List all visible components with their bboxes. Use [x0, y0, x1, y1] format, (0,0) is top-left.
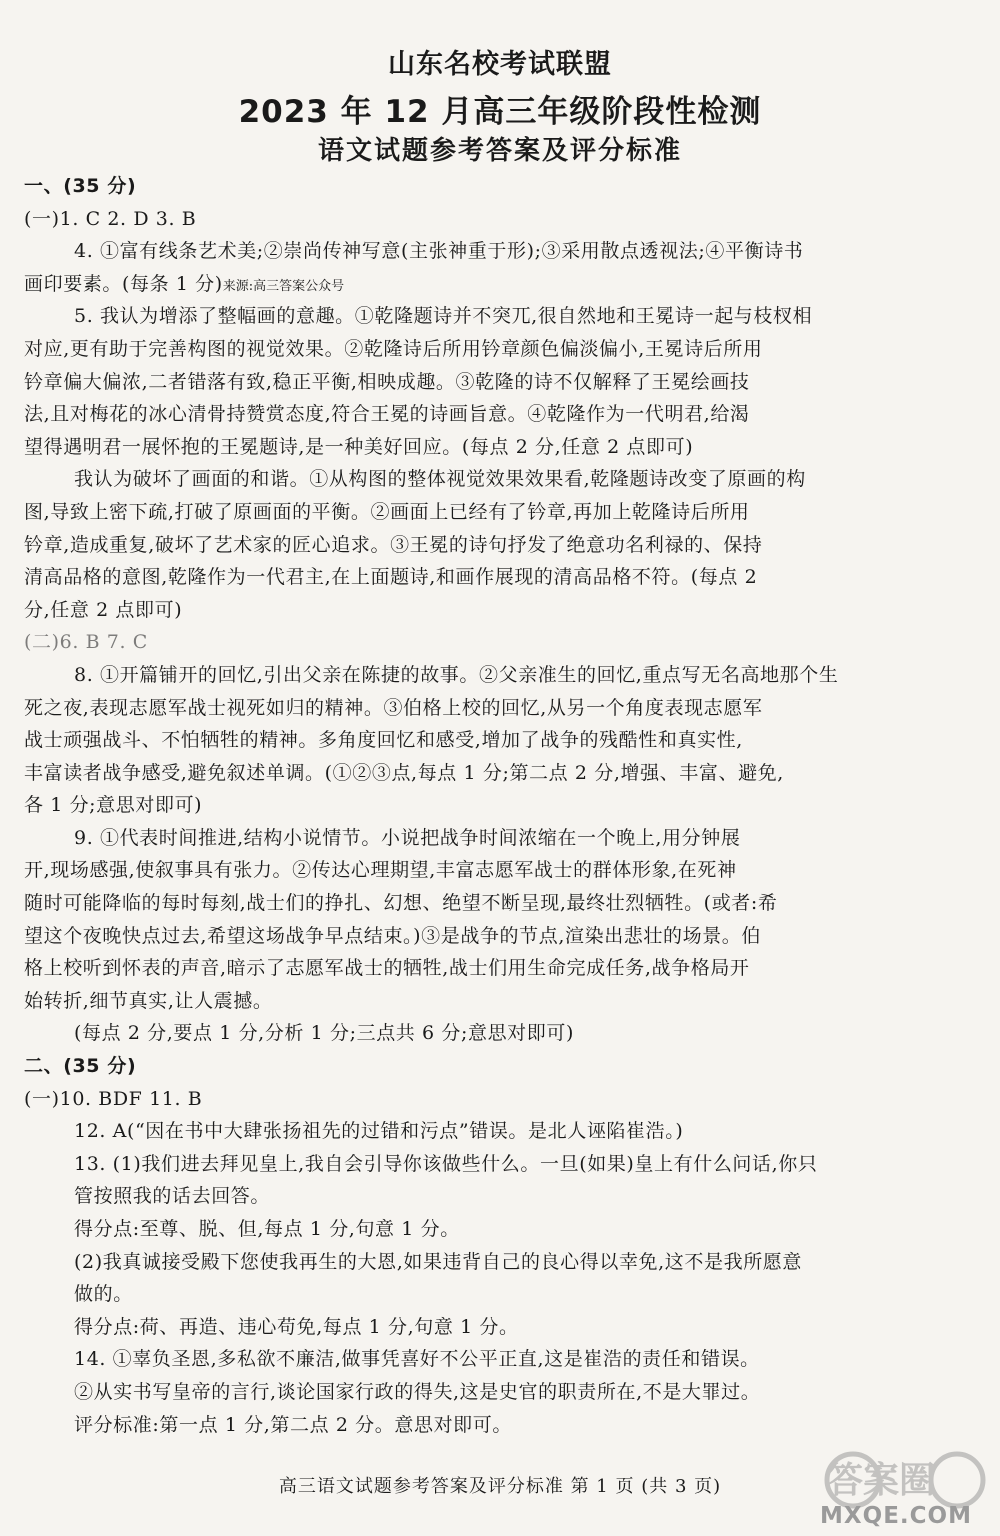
answer-line: 望得遇明君一展怀抱的王冕题诗,是一种美好回应。(每点 2 分,任意 2 点即可)	[24, 435, 694, 458]
answer-line-q6-7: (二)6. B 7. C	[24, 631, 148, 654]
answer-line-q8: 8. ①开篇铺开的回忆,引出父亲在陈捷的故事。②父亲准生的回忆,重点写无名高地那个生	[74, 663, 839, 686]
answer-line-q14: 14. ①辜负圣恩,多私欲不廉洁,做事凭喜好不公平正直,这是崔浩的责任和错误。	[74, 1348, 760, 1371]
answer-line-q5: 5. 我认为增添了整幅画的意趣。①乾隆题诗并不突兀,很自然地和王冕诗一起与枝杈相	[74, 305, 813, 328]
document-title: 语文试题参考答案及评分标准	[317, 136, 682, 166]
answer-line: 钤章,造成重复,破坏了艺术家的匠心追求。③王冕的诗句抒发了绝意功名利禄的、保持	[24, 533, 763, 556]
answer-line: 死之夜,表现志愿军战士视死如归的精神。③伯格上校的回忆,从另一个角度表现志愿军	[24, 696, 763, 719]
answer-line-q1-3: (一)1. C 2. D 3. B	[24, 207, 197, 230]
answer-line-q5-alt: 我认为破坏了画面的和谐。①从构图的整体视觉效果效果看,乾隆题诗改变了原画的构	[74, 468, 806, 491]
answer-line-q4-cont	[24, 268, 979, 301]
answer-line: 望这个夜晚快点过去,希望这场战争早点结束。)③是战争的节点,渲染出悲壮的场景。伯	[24, 924, 761, 947]
section-one-heading: 一、(35 分)	[24, 175, 137, 197]
answer-line: 始转折,细节真实,让人震撼。	[24, 989, 273, 1012]
answer-line-q4: 4. ①富有线条艺术美;②崇尚传神写意(主张神重于形);③采用散点透视法;④平衡诗书	[74, 240, 804, 263]
answer-line-scoring: 得分点:荷、再造、违心苟免,每点 1 分,句意 1 分。	[74, 1315, 519, 1338]
answer-line: 钤章偏大偏浓,二者错落有致,稳正平衡,相映成趣。③乾隆的诗不仅解释了王冕绘画技	[24, 370, 750, 393]
answer-line-q13-1: 13. (1)我们进去拜见皇上,我自会引导你该做些什么。一旦(如果)皇上有什么问话,你只	[74, 1152, 818, 1175]
answer-line: 对应,更有助于完善构图的视觉效果。②乾隆诗后所用钤章颜色偏淡偏小,王冕诗后所用	[24, 337, 763, 360]
answer-line-q10-11: (一)10. BDF 11. B	[24, 1087, 203, 1110]
watermark-top-text: 答案圈	[827, 1460, 936, 1501]
exam-date-title: 2023 年 12 月高三年级阶段性检测	[238, 94, 762, 130]
exam-alliance-title: 山东名校考试联盟	[388, 49, 612, 80]
answer-line-q9: 9. ①代表时间推进,结构小说情节。小说把战争时间浓缩在一个晚上,用分钟展	[74, 826, 741, 849]
answer-line-q9-scoring: (每点 2 分,要点 1 分,分析 1 分;三点共 6 分;意思对即可)	[74, 1022, 574, 1045]
answer-line: 管按照我的话去回答。	[74, 1185, 271, 1208]
answer-line: 格上校听到怀表的声音,暗示了志愿军战士的牺牲,战士们用生命完成任务,战争格局开	[24, 957, 750, 980]
answer-line: 战士顽强战斗、不怕牺牲的精神。多角度回忆和感受,增加了战争的残酷性和真实性,	[24, 729, 743, 752]
answer-content	[24, 170, 979, 1441]
answer-line: 做的。	[74, 1283, 133, 1306]
answer-line: 丰富读者战争感受,避免叙述单调。(①②③点,每点 1 分;第二点 2 分,增强、丰富、避免,	[24, 761, 784, 784]
answer-line-scoring: 得分点:至尊、脱、但,每点 1 分,句意 1 分。	[74, 1218, 460, 1240]
answer-text: 画印要素。(每条 1 分)	[24, 272, 223, 295]
page-footer: 高三语文试题参考答案及评分标准 第 1 页 (共 3 页)	[278, 1476, 722, 1497]
answer-line: 图,导致上密下疏,打破了原画面的平衡。②画面上已经有了钤章,再加上乾隆诗后所用	[24, 500, 750, 523]
section-two-heading: 二、(35 分)	[24, 1055, 137, 1078]
source-note: 来源:高三答案公众号	[222, 278, 345, 294]
watermark-url: MXQE.COM	[820, 1503, 972, 1529]
answer-line: 开,现场感强,使叙事具有张力。②传达心理期望,丰富志愿军战士的群体形象,在死神	[24, 859, 737, 882]
answer-line: 清高品格的意图,乾隆作为一代君主,在上面题诗,和画作展现的清高品格不符。(每点 2	[24, 566, 758, 589]
answer-line-q13-2: (2)我真诚接受殿下您使我再生的大恩,如果违背自己的良心得以幸免,这不是我所愿意	[74, 1250, 802, 1273]
answer-line-q12: 12. A(“因在书中大肆张扬祖先的过错和污点”错误。是北人诬陷崔浩。)	[74, 1120, 684, 1143]
answer-line: 各 1 分;意思对即可)	[24, 794, 203, 817]
answer-line: 随时可能降临的每时每刻,战士们的挣扎、幻想、绝望不断呈现,最终壮烈牺牲。(或者:希	[24, 892, 778, 915]
answer-line-scoring: 评分标准:第一点 1 分,第二点 2 分。意思对即可。	[74, 1413, 512, 1436]
answer-line: 法,且对梅花的冰心清骨持赞赏态度,符合王冕的诗画旨意。④乾隆作为一代明君,给渴	[24, 403, 750, 426]
answer-line: 分,任意 2 点即可)	[24, 598, 183, 621]
answer-line: ②从实书写皇帝的言行,谈论国家行政的得失,这是史官的职责所在,不是大罪过。	[74, 1380, 761, 1403]
